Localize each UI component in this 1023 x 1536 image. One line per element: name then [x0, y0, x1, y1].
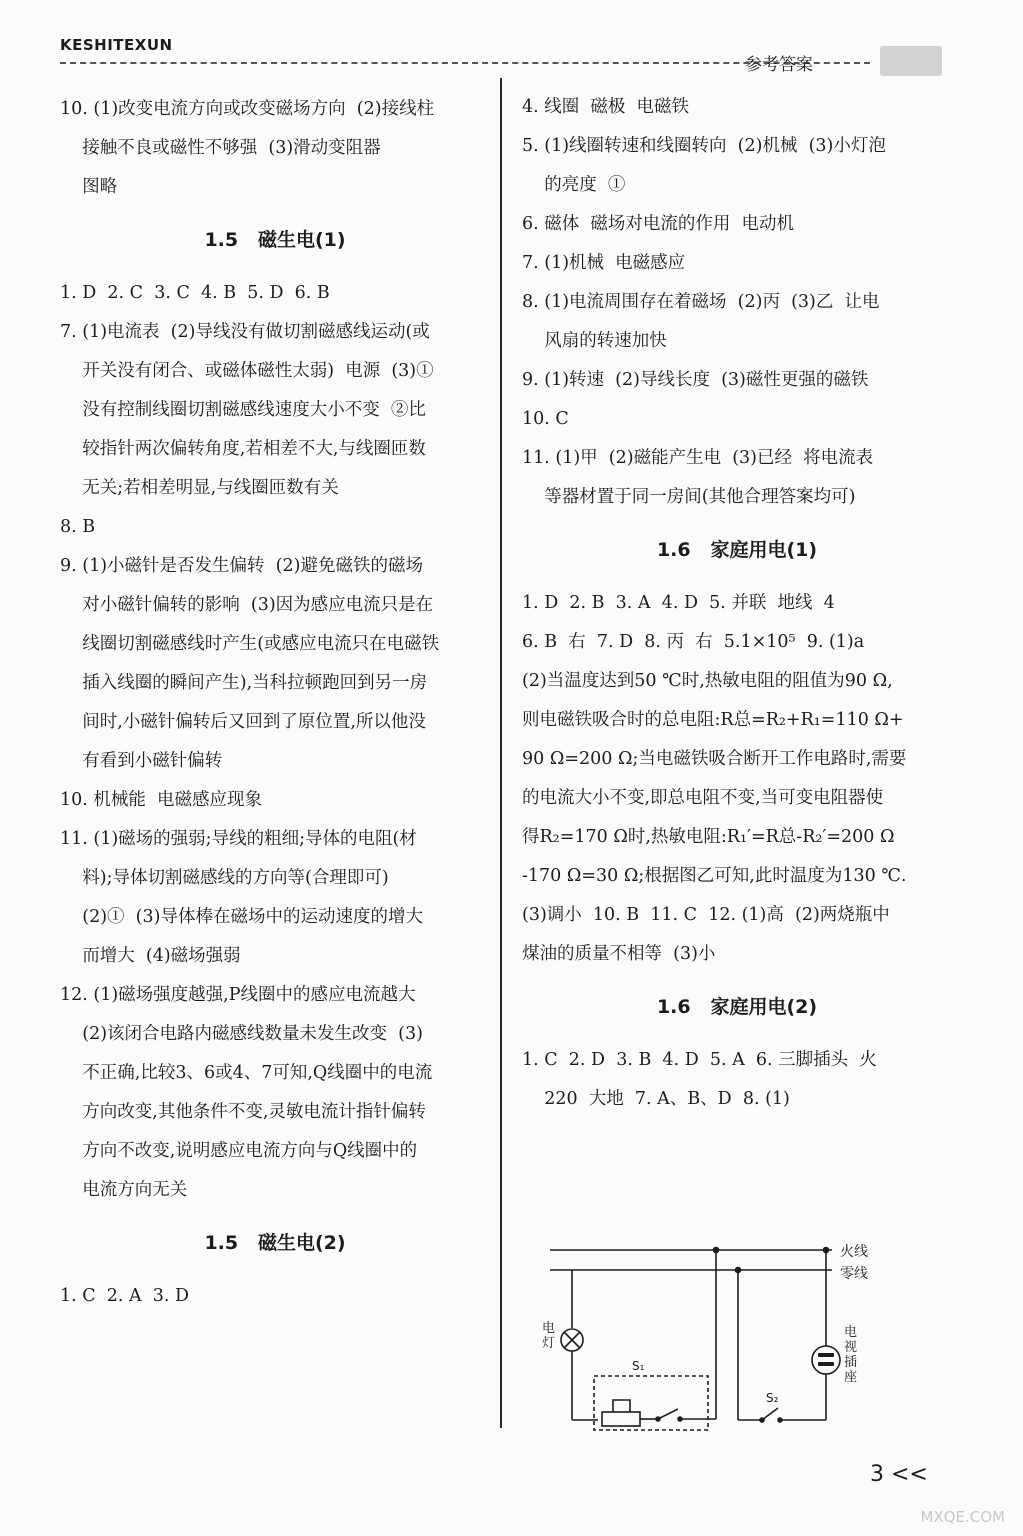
socket-label: 视	[844, 1340, 858, 1355]
answer-line: 6. B 右 7. D 8. 丙 右 5.1×10⁵ 9. (1)a	[522, 632, 865, 652]
answer-line: 11. (1)磁场的强弱;导线的粗细;导体的电阻(材	[60, 829, 417, 849]
answer-line: 8. (1)电流周围存在着磁场 (2)丙 (3)乙 让电	[522, 292, 880, 312]
page-number	[870, 1462, 928, 1487]
header-tab-decoration	[880, 46, 942, 76]
answer-line: 11. (1)甲 (2)磁能产生电 (3)已经 将电流表	[522, 448, 874, 468]
spacer	[522, 1027, 952, 1041]
answer-line: 插入线圈的瞬间产生),当科拉顿跑回到另一房	[60, 673, 428, 693]
answer-line: 则电磁铁吸合时的总电阻:R总=R₂+R₁=110 Ω+	[522, 710, 904, 730]
socket-label: 插	[844, 1355, 858, 1370]
answer-line: 不正确,比较3、6或4、7可知,Q线圈中的电流	[60, 1063, 433, 1083]
switch-s2	[762, 1408, 778, 1420]
answer-line: 5. (1)线圈转速和线圈转向 (2)机械 (3)小灯泡	[522, 136, 886, 156]
answer-line: 12. (1)磁场强度越强,P线圈中的感应电流越大	[60, 985, 416, 1005]
answer-line: 的电流大小不变,即总电阻不变,当可变电阻器使	[522, 788, 884, 808]
answer-line: 1. C 2. D 3. B 4. D 5. A 6. 三脚插头 火	[522, 1050, 877, 1070]
answer-line: 对小磁针偏转的影响 (3)因为感应电流只是在	[60, 595, 434, 615]
answer-line: 10. C	[522, 409, 569, 429]
answer-line: 电流方向无关	[60, 1180, 188, 1200]
answer-line: (3)调小 10. B 11. C 12. (1)高 (2)两烧瓶中	[522, 905, 890, 925]
answer-line: 接触不良或磁性不够强 (3)滑动变阻器	[60, 138, 381, 158]
spacer	[522, 517, 952, 531]
s1-dashed-box	[594, 1376, 708, 1430]
socket-label: 电	[844, 1325, 858, 1340]
answer-line: 10. (1)改变电流方向或改变磁场方向 (2)接线柱	[60, 99, 435, 119]
answer-line: 9. (1)小磁针是否发生偏转 (2)避免磁铁的磁场	[60, 556, 423, 576]
answer-line: 线圈切割磁感线时产生(或感应电流只在电磁铁	[60, 634, 440, 654]
spacer	[522, 974, 952, 988]
spacer	[60, 207, 490, 221]
answer-line: 无关;若相差明显,与线圈匝数有关	[60, 478, 339, 498]
neutral-wire-label: 零线	[840, 1266, 868, 1282]
watermark: MXQE.COM	[920, 1508, 1005, 1526]
answer-line: 得R₂=170 Ω时,热敏电阻:R₁′=R总-R₂′=200 Ω	[522, 827, 895, 847]
section-heading: 1.6 家庭用电(1)	[656, 539, 818, 561]
page-number-value: 3	[870, 1462, 884, 1487]
answer-line: 间时,小磁针偏转后又回到了原位置,所以他没	[60, 712, 426, 732]
socket-label: 座	[844, 1370, 858, 1385]
section-heading: 1.5 磁生电(2)	[204, 1232, 346, 1254]
answer-line: 而增大 (4)磁场强弱	[60, 946, 241, 966]
spacer	[60, 260, 490, 274]
header-brand: KESHITEXUN	[60, 36, 173, 54]
answer-line: 煤油的质量不相等 (3)小	[522, 944, 716, 964]
circuit-diagram	[520, 1236, 900, 1436]
live-wire-label: 火线	[840, 1244, 868, 1260]
lamp-label: 灯	[542, 1336, 556, 1351]
answer-line: 7. (1)机械 电磁感应	[522, 253, 686, 273]
answer-line: 1. D 2. C 3. C 4. B 5. D 6. B	[60, 283, 330, 303]
answer-line: 90 Ω=200 Ω;当电磁铁吸合断开工作电路时,需要	[522, 749, 907, 769]
answer-line: 图略	[60, 177, 118, 197]
answer-line: 风扇的转速加快	[522, 331, 667, 351]
tv-socket-icon	[812, 1346, 840, 1374]
answer-line: 9. (1)转速 (2)导线长度 (3)磁性更强的磁铁	[522, 370, 869, 390]
answer-line: (2)① (3)导体棒在磁场中的运动速度的增大	[60, 907, 423, 927]
column-divider	[500, 78, 502, 1428]
section-heading: 1.5 磁生电(1)	[204, 229, 346, 251]
page-arrow-icon: <<	[891, 1462, 928, 1487]
answer-line: 6. 磁体 磁场对电流的作用 电动机	[522, 214, 795, 234]
answer-line: 等器材置于同一房间(其他合理答案均可)	[522, 487, 856, 507]
spacer	[60, 1263, 490, 1277]
answer-line: 的亮度 ①	[522, 175, 626, 195]
answer-line: 料);导体切割磁感线的方向等(合理即可)	[60, 868, 389, 888]
answer-line: 10. 机械能 电磁感应现象	[60, 790, 263, 810]
answer-line: 220 大地 7. A、B、D 8. (1)	[522, 1089, 790, 1109]
lamp-label: 电	[542, 1321, 556, 1336]
answer-line: 4. 线圈 磁极 电磁铁	[522, 97, 690, 117]
s2-label: S₂	[766, 1391, 779, 1405]
variable-resistor	[602, 1412, 640, 1426]
answer-line: 方向不改变,说明感应电流方向与Q线圈中的	[60, 1141, 418, 1161]
header-title: 参考答案	[745, 55, 813, 75]
answer-line: 8. B	[60, 517, 96, 537]
spacer	[522, 570, 952, 584]
switch-s1	[658, 1409, 678, 1419]
answer-line: -170 Ω=30 Ω;根据图乙可知,此时温度为130 ℃.	[522, 866, 907, 886]
answer-line: 没有控制线圈切割磁感线速度大小不变 ②比	[60, 400, 426, 420]
right-column	[522, 88, 952, 1119]
spacer	[60, 1210, 490, 1224]
answer-line: 方向改变,其他条件不变,灵敏电流计指针偏转	[60, 1102, 426, 1122]
answer-line: 开关没有闭合、或磁体磁性太弱) 电源 (3)①	[60, 361, 434, 381]
answer-line: 有看到小磁针偏转	[60, 751, 223, 771]
left-column	[60, 90, 490, 1316]
s1-label: S₁	[632, 1359, 645, 1373]
answer-line: 1. D 2. B 3. A 4. D 5. 并联 地线 4	[522, 593, 835, 613]
section-heading: 1.6 家庭用电(2)	[656, 996, 818, 1018]
answer-line: 较指针两次偏转角度,若相差不大,与线圈匝数	[60, 439, 426, 459]
answer-line: 1. C 2. A 3. D	[60, 1286, 190, 1306]
answer-line: (2)该闭合电路内磁感线数量未发生改变 (3)	[60, 1024, 423, 1044]
answer-line: 7. (1)电流表 (2)导线没有做切割磁感线运动(或	[60, 322, 430, 342]
answer-line: (2)当温度达到50 ℃时,热敏电阻的阻值为90 Ω,	[522, 671, 893, 691]
